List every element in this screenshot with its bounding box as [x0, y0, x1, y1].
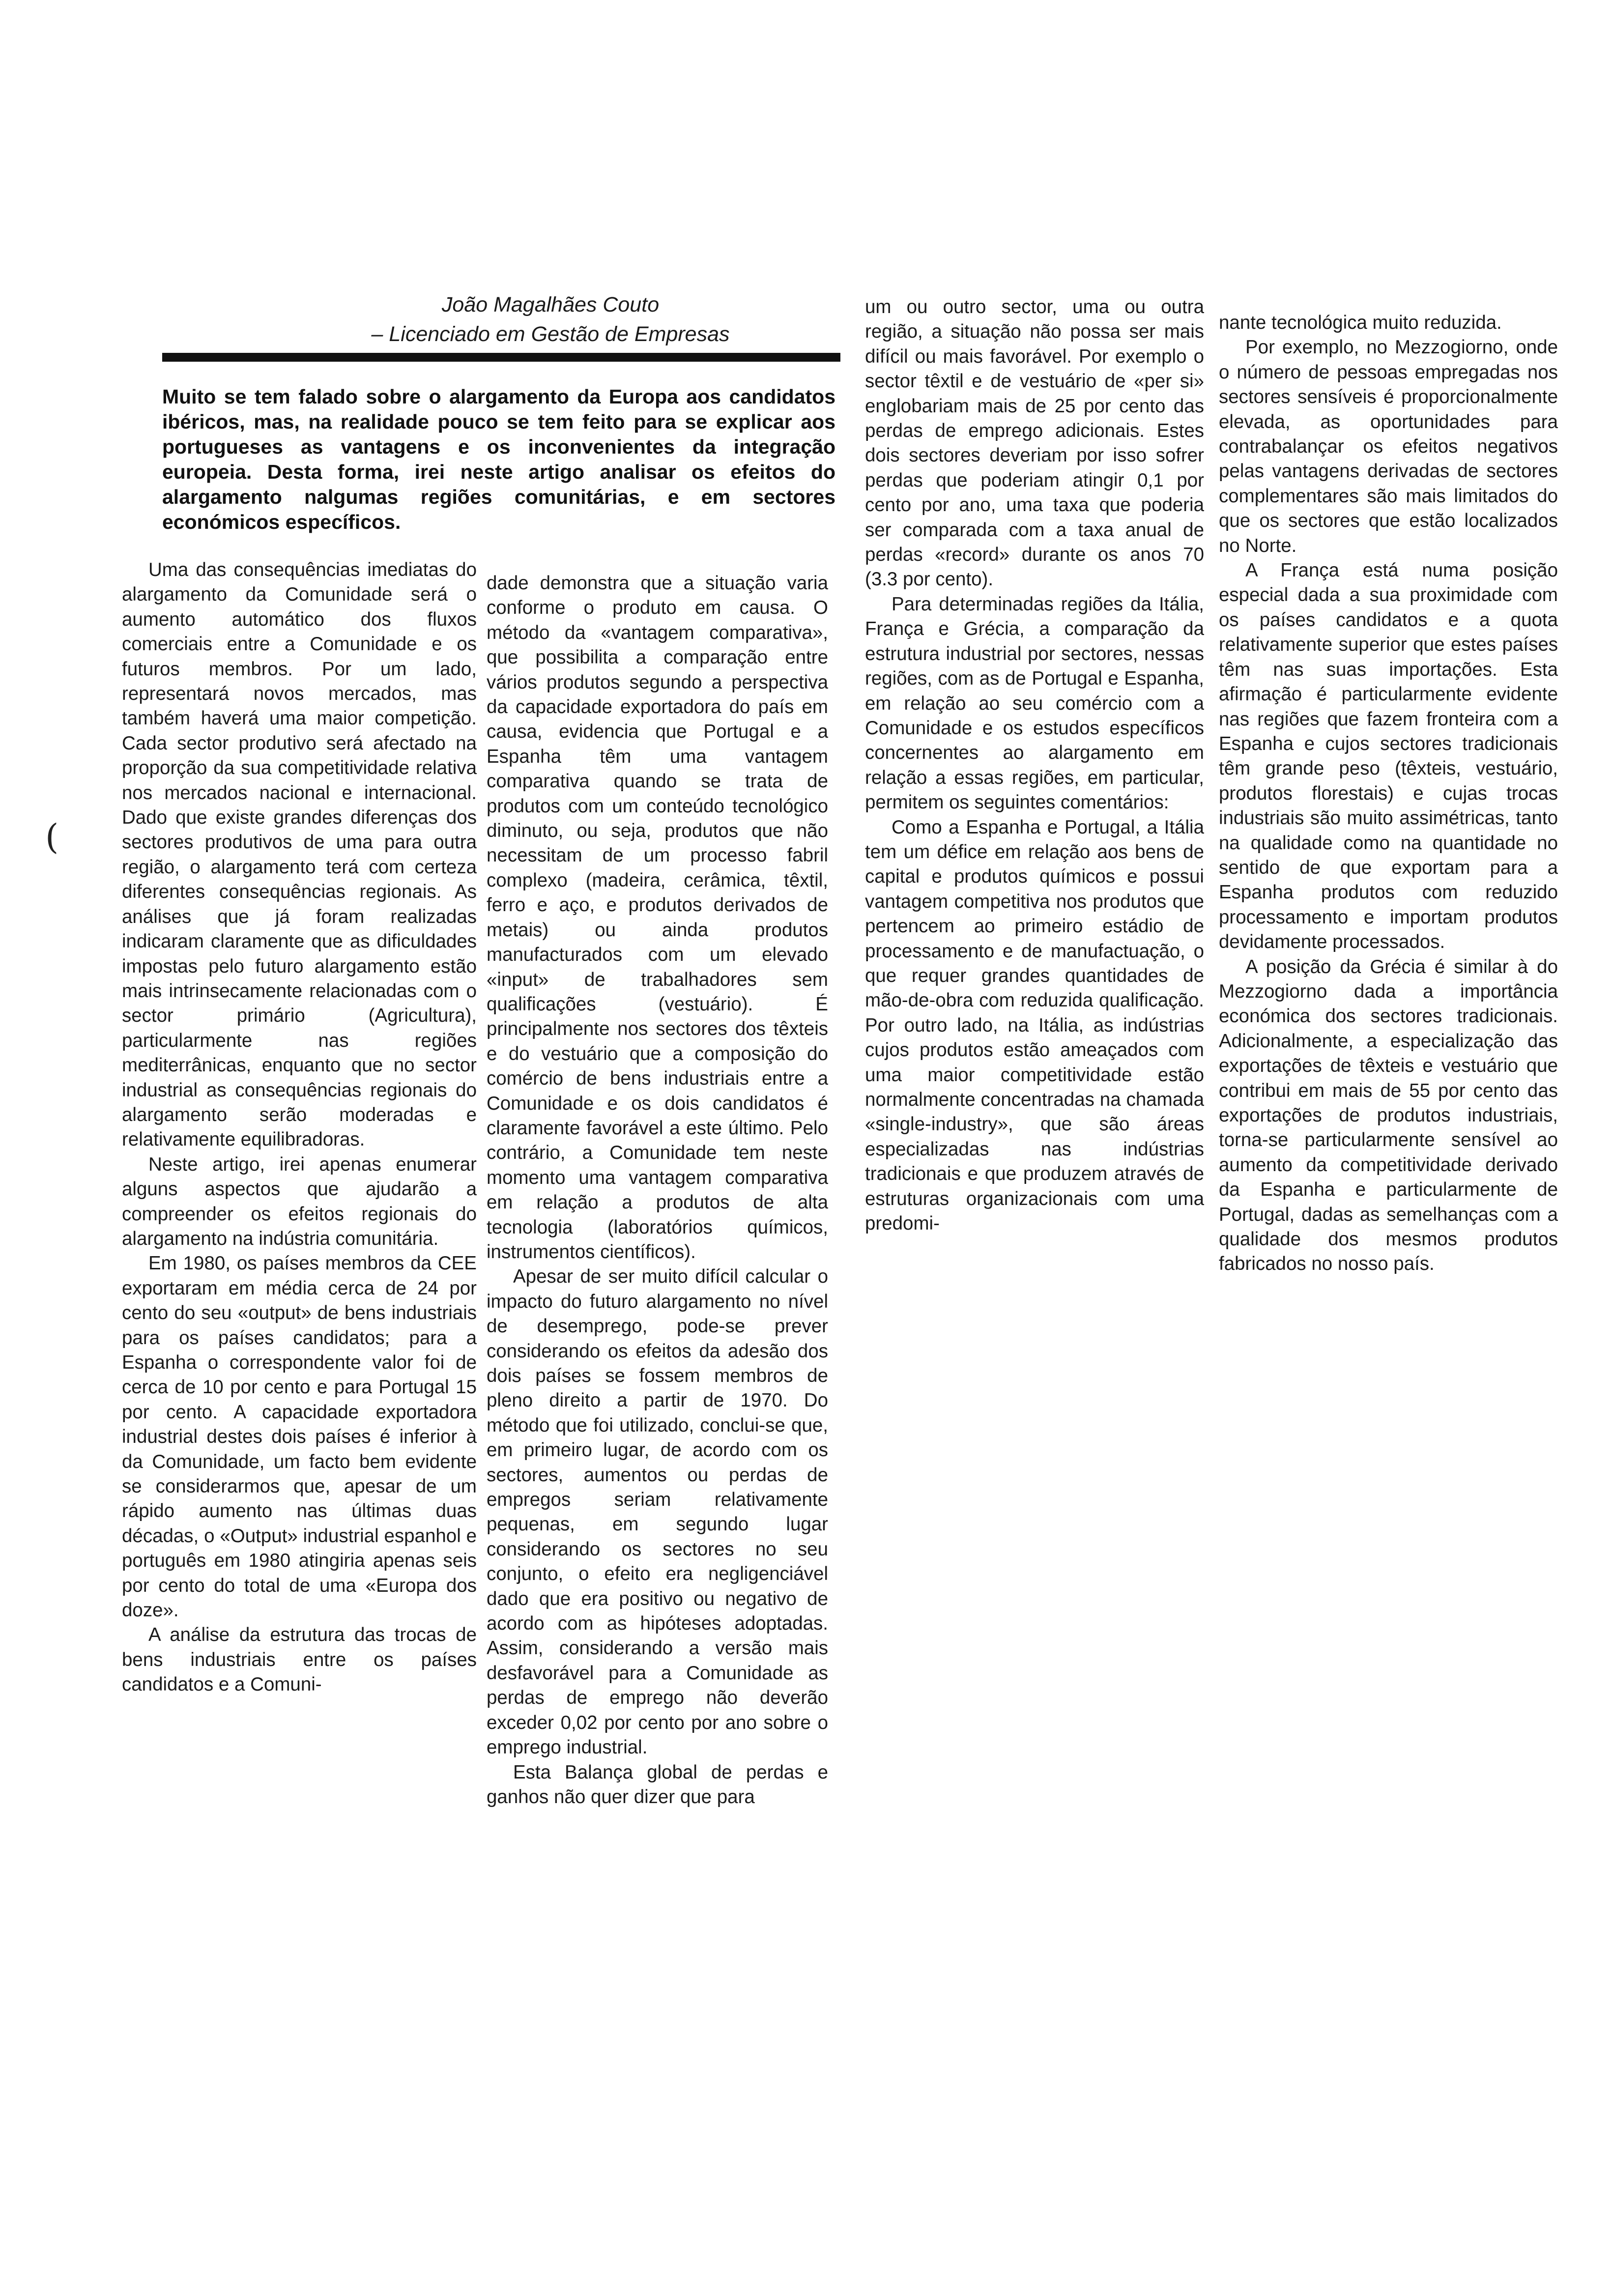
paragraph: Em 1980, os países membros da CEE exportaram em média cerca de 24 por cento do seu «output» de bens industriais para os países candidatos; para a Espanha o correspondente valor foi de cerca de 10 por cento e para Portugal 15 por cento. A capacidade exportadora industrial destes dois países é inferior à da Comunidade, um facto bem evidente se considerarmos que, apesar de um rápido aumento nas últimas duas décadas, o «Output» industrial espanhol e português em 1980 atingiria apenas seis por cento do total de uma «Europa dos doze». [122, 1253, 477, 1621]
byline [364, 290, 737, 349]
paragraph: A posição da Grécia é similar à do Mezzogiorno dada a importância económica dos sectores tradicionais. Adicionalmente, a especialização das exportações de têxteis e vestuário que contribui em mais de 55 por cento das exportações de produtos industriais, torna-se particularmente sensível ao aumento da competitividade derivado da Espanha e particularmente de Portugal, dadas as semelhanças com a qualidade dos mesmos produtos fabricados no nosso país. [1219, 956, 1558, 1275]
paragraph: A França está numa posição especial dada a sua proximidade com os países candidatos e a quota relativamente superior que estes países têm nas suas importações. Esta afirmação é particularmente evidente nas regiões que fazem fronteira com a Espanha e cujos sectores tradicionais têm grande peso (têxteis, vestuário, produtos florestais) e cujas trocas industriais são muito assimétricas, tanto na qualidade como na quantidade no sentido de que exportam para a Espanha produtos com reduzido processamento e importam produtos devidamente processados. [1219, 560, 1558, 953]
article-column-2 [487, 571, 828, 1809]
paragraph: Neste artigo, irei apenas enumerar alguns aspectos que ajudarão a compreender os efeitos regionais do alargamento na indústria comunitária. [122, 1153, 477, 1249]
author-name: João Magalhães Couto [441, 293, 660, 316]
margin-mark: ( [45, 817, 59, 857]
lead-paragraph: Muito se tem falado sobre o alargamento da Europa aos candidatos ibéricos, mas, na realidade pouco se tem feito para se explicar aos portugueses as vantagens e os inconvenientes da integração europeia. Desta forma, irei neste artigo analisar os efeitos do alargamento nalgumas regiões comunitárias, e em sectores económicos específicos. [162, 385, 835, 533]
paragraph: dade demonstra que a situação varia conforme o produto em causa. O método da «vantagem comparativa», que possibilita a comparação entre vários produtos segundo a perspectiva da capacidade exportadora do país em causa, evidencia que Portugal e a Espanha têm uma vantagem comparativa quando se trata de produtos com um conteúdo tecnológico diminuto, ou seja, produtos que não necessitam de um processo fabril complexo (madeira, cerâmica, têxtil, ferro e aço, e produtos derivados de metais) ou ainda produtos manufacturados com um elevado «input» de trabalhadores sem qualificações (vestuário). É principalmente nos sectores dos têxteis e do vestuário que a composição do comércio de bens industriais entre a Comunidade e os dois candidatos é claramente favorável a este último. Pelo contrário, a Comunidade tem neste momento uma vantagem comparativa em relação a produtos de alta tecnologia (laboratórios químicos, instrumentos científicos). [487, 573, 828, 1263]
article-column-4 [1219, 311, 1558, 1277]
paragraph: Para determinadas regiões da Itália, França e Grécia, a comparação da estrutura industrial por sectores, nessas regiões, com as de Portugal e Espanha, em relação ao seu comércio com a Comunidade e os estudos específicos concernentes ao alargamento em relação a essas regiões, em particular, permitem os seguintes comentários: [865, 593, 1204, 813]
paragraph: Por exemplo, no Mezzogiorno, onde o número de pessoas empregadas nos sectores sensíveis é proporcionalmente elevada, as oportunidades para contrabalançar os efeitos negativos pelas vantagens derivadas de sectores complementares são mais limitados do que os sectores que estão localizados no Norte. [1219, 337, 1558, 556]
paragraph: Uma das consequências imediatas do alargamento da Comunidade será o aumento automático dos fluxos comerciais entre a Comunidade e os futuros membros. Por um lado, representará novos mercados, mas também haverá uma maior competição. Cada sector produtivo será afectado na proporção da sua competitividade relativa nos mercados nacional e internacional. Dado que existe grandes diferenças dos sectores produtivos de uma para outra região, o alargamento terá com certeza diferentes consequências regionais. As análises que já foram realizadas indicaram claramente que as dificuldades impostas pelo futuro alargamento estão mais intrinsecamente relacionadas com o sector primário (Agricultura), particularmente nas regiões mediterrânicas, enquanto que no sector industrial as consequências regionais do alargamento serão moderadas e relativamente equilibradoras. [122, 559, 477, 1150]
author-title: – Licenciado em Gestão de Empresas [371, 322, 730, 346]
paragraph: Como a Espanha e Portugal, a Itália tem um défice em relação aos bens de capital e produtos químicos e possui vantagem competitiva nos produtos que pertencem ao primeiro estádio de processamento e de manufactuação, o que requer grandes quantidades de mão-de-obra com reduzida qualificação. Por outro lado, na Itália, as indústrias cujos produtos estão ameaçados com uma maior competitividade estão normalmente concentradas na chamada «single-industry», que são áreas especializadas nas indústrias tradicionais e que produzem através de estruturas organizacionais com uma predomi- [865, 816, 1204, 1234]
header-rule [162, 353, 840, 362]
paragraph: um ou outro sector, uma ou outra região, a situação não possa ser mais difícil ou mais favorável. Por exemplo o sector têxtil e de vestuário de «per si» englobariam mais de 25 por cento das perdas de emprego adicionais. Estes dois sectores deveriam por isso sofrer perdas que poderiam atingir 0,1 por cento por ano, uma taxa que poderia ser comparada com a taxa anual de perdas «record» durante os anos 70 (3.3 por cento). [865, 296, 1204, 590]
article-column-3 [865, 295, 1204, 1236]
paragraph: Apesar de ser muito difícil calcular o impacto do futuro alargamento no nível de desemprego, pode-se prever considerando os efeitos da adesão dos dois países se fossem membros de pleno direito a partir de 1970. Do método que foi utilizado, conclui-se que, em primeiro lugar, de acordo com os sectores, aumentos ou perdas de empregos seriam relativamente pequenas, em segundo lugar considerando os sectores no seu conjunto, o efeito era negligenciável dado que era positivo ou negativo de acordo com as hipóteses adoptadas. Assim, considerando a versão mais desfavorável para a Comunidade as perdas de emprego não deverão exceder 0,02 por cento por ano sobre o emprego industrial. [487, 1266, 828, 1758]
paragraph: nante tecnológica muito reduzida. [1219, 312, 1502, 333]
article-column-1 [122, 558, 477, 1697]
paragraph: A análise da estrutura das trocas de bens industriais entre os países candidatos e a Comuni- [122, 1624, 477, 1695]
paragraph: Esta Balança global de perdas e ganhos não quer dizer que para [487, 1761, 828, 1808]
